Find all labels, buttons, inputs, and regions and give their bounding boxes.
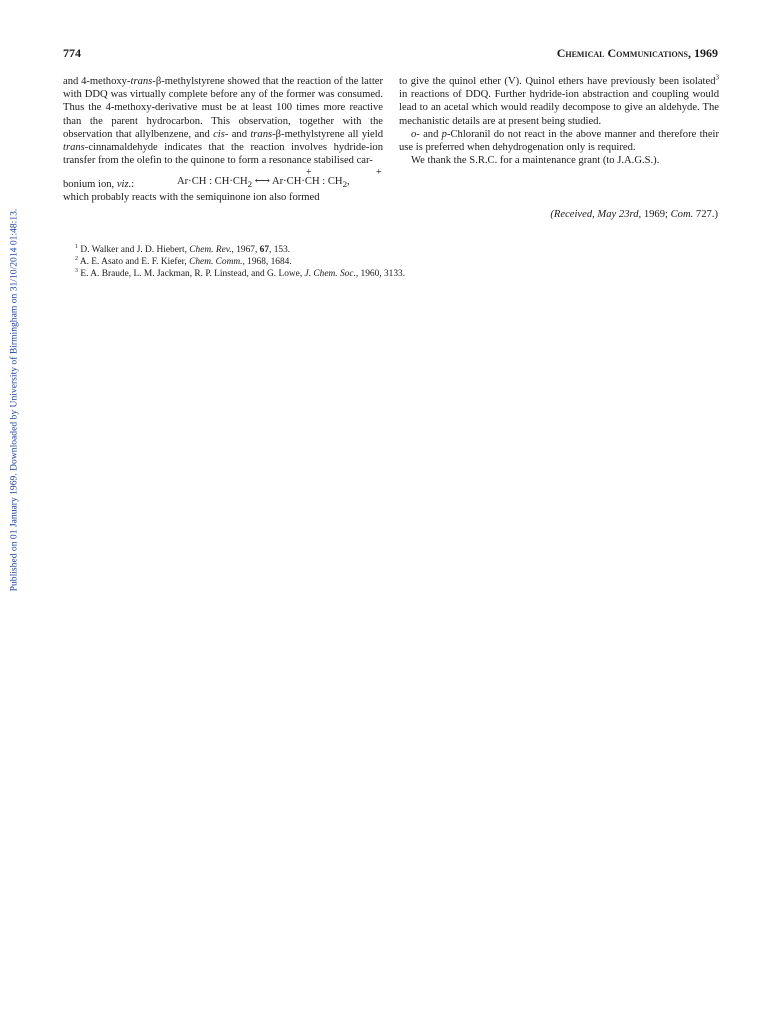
reference-item: $^1$ D. Walker and J. D. Hiebert, Chem. Rev., 1967, 67, 153. <box>75 243 291 255</box>
download-notice: Published on 01 January 1969. Downloaded by University of Birmingham on 31/10/2014 01:48:13. <box>8 208 20 592</box>
download-watermark <box>6 175 22 625</box>
references <box>75 244 715 280</box>
resonance-formula: Ar·CH : $CH\cdot CH_2$ ⟷ Ar·CH·CH : $CH_2$, <box>177 176 350 190</box>
paragraph-chloranil: o- and p-Chloranil do not react in the above manner and therefore their use is preferred when dehydrogenation only is required. <box>399 128 720 154</box>
journal-title: Chemical Communications, 1969 <box>556 46 718 60</box>
paragraph-acknowledgement: We thank the S.R.C. for a maintenance grant (to J.A.G.S.). <box>411 155 660 167</box>
page-number: 774 <box>63 46 81 60</box>
left-column <box>63 75 383 205</box>
carbonium-ion-equation: bonium ion, viz.: + + Ar·CH : $CH\cdot CH_2$ ⟷ Ar·CH·CH : $CH_2$, <box>63 167 382 191</box>
paragraph-methylstyrene: and 4-methoxy-trans-β-methylstyrene showed that the reaction of the latter with DDQ was virtually complete before any of the former was consumed. Thus the 4-methoxy-derivative must be at least 100 times more reactive than the parent hydrocarbon. This observation, together with the observation that allylbenzene, and cis- and trans-β-methylstyrene all yield trans-cinnamaldehyde indicates that the reaction involves hydride-ion transfer from the olefin to the quinone to form a resonance stabilised car- <box>63 76 383 167</box>
paragraph-semiquinone: which probably reacts with the semiquinone ion also formed <box>63 192 320 204</box>
reference-item: $^3$ E. A. Braude, L. M. Jackman, R. P. Linstead, and G. Lowe, J. Chem. Soc., 1960, 3133. <box>75 267 406 279</box>
received-date: (Received, May 23rd, 1969; Com. 727.) <box>550 209 718 220</box>
paragraph-quinol-ether: to give the quinol ether (V). Quinol ethers have previously been isolated$^3$ in reactions of DDQ. Further hydride-ion abstraction and coupling would lead to an acetal which would readily decompose to give an aldehyde. The mechanistic details are at present being studied. <box>399 73 719 127</box>
charge-plus: + <box>376 167 382 179</box>
reference-item: $^2$ A. E. Asato and E. F. Kiefer, Chem. Comm., 1968, 1684. <box>75 255 292 267</box>
page-header <box>63 46 718 62</box>
right-column <box>399 75 719 167</box>
charge-plus: + <box>306 167 312 179</box>
